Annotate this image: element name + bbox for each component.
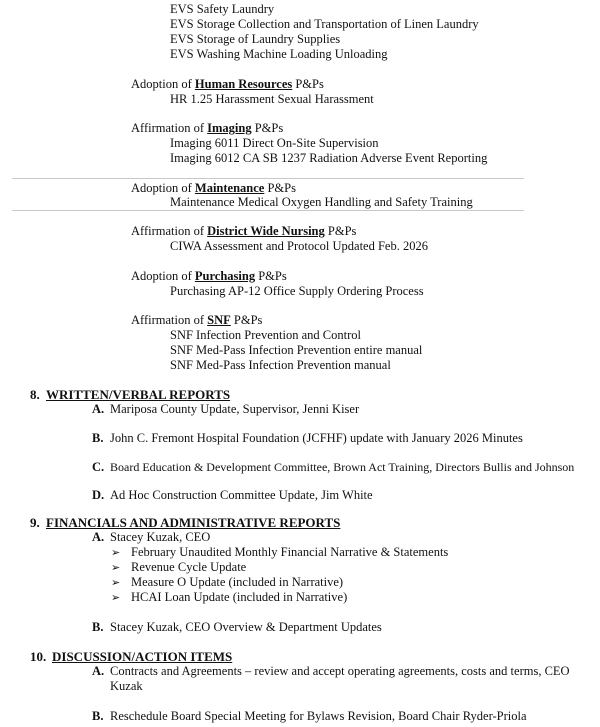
policy-group-heading: Adoption of Maintenance P&Ps xyxy=(131,181,296,195)
item-text: Stacey Kuzak, CEO xyxy=(110,530,211,544)
policy-item: SNF Med-Pass Infection Prevention manual xyxy=(170,358,391,372)
item-text: John C. Fremont Hospital Foundation (JCFHF) update with January 2026 Minutes xyxy=(110,431,523,445)
item-letter: A. xyxy=(92,664,105,678)
policy-item: EVS Storage of Laundry Supplies xyxy=(170,32,341,46)
item-letter: A. xyxy=(92,530,105,544)
divider-line xyxy=(12,210,524,211)
arrow-bullet-icon: ➢ xyxy=(111,547,121,559)
department-name: Imaging xyxy=(207,121,252,135)
department-name: District Wide Nursing xyxy=(207,224,325,238)
divider-line xyxy=(12,178,524,179)
section-heading: 10. DISCUSSION/ACTION ITEMS xyxy=(30,649,233,664)
item-text: Contracts and Agreements – review and accept operating agreements, costs and terms, CEO Kuzak xyxy=(110,664,570,693)
policy-item: Maintenance Medical Oxygen Handling and Safety Training xyxy=(170,195,473,209)
policy-group-heading: Affirmation of Imaging P&Ps xyxy=(131,121,284,135)
bullet-item: ➢ February Unaudited Monthly Financial Narrative & Statements xyxy=(111,545,449,559)
section-title: FINANCIALS AND ADMINISTRATIVE REPORTS xyxy=(46,515,341,530)
policy-group-heading: Affirmation of District Wide Nursing P&Ps xyxy=(131,224,357,238)
item-letter: B. xyxy=(92,709,104,723)
policy-group-heading: Adoption of Purchasing P&Ps xyxy=(131,269,287,283)
section-title: WRITTEN/VERBAL REPORTS xyxy=(46,387,231,402)
policy-item: EVS Storage Collection and Transportation of Linen Laundry xyxy=(170,17,479,31)
department-name: SNF xyxy=(207,313,231,327)
arrow-bullet-icon: ➢ xyxy=(111,592,121,604)
item-text: Reschedule Board Special Meeting for Bylaws Revision, Board Chair Ryder-Priola xyxy=(110,709,527,723)
policy-item: Imaging 6011 Direct On-Site Supervision xyxy=(170,136,379,150)
policy-item: HR 1.25 Harassment Sexual Harassment xyxy=(170,92,374,106)
section-heading: 8. WRITTEN/VERBAL REPORTS xyxy=(30,387,231,402)
policy-item: Imaging 6012 CA SB 1237 Radiation Adverse Event Reporting xyxy=(170,151,488,165)
department-name: Maintenance xyxy=(194,181,265,195)
item-letter: A. xyxy=(92,402,105,416)
item-letter: B. xyxy=(92,620,104,634)
policy-item: SNF Infection Prevention and Control xyxy=(170,328,361,342)
policy-item: SNF Med-Pass Infection Prevention entire manual xyxy=(170,343,423,357)
item-text: Mariposa County Update, Supervisor, Jenni Kiser xyxy=(110,402,360,416)
section-title: DISCUSSION/ACTION ITEMS xyxy=(52,649,233,664)
department-name: Purchasing xyxy=(194,269,256,283)
bullet-item: ➢ HCAI Loan Update (included in Narrative) xyxy=(111,590,348,604)
policy-item: Purchasing AP-12 Office Supply Ordering Process xyxy=(170,284,424,298)
item-letter: C. xyxy=(92,460,105,474)
bullet-item: ➢ Revenue Cycle Update xyxy=(111,560,247,574)
arrow-bullet-icon: ➢ xyxy=(111,562,121,574)
item-text: Ad Hoc Construction Committee Update, Jim White xyxy=(110,488,373,502)
item-text: Board Education & Development Committee, Brown Act Training, Directors Bullis and Johnson xyxy=(110,460,575,474)
policy-item: EVS Safety Laundry xyxy=(170,2,275,16)
policy-group-heading: Affirmation of SNF P&Ps xyxy=(131,313,263,327)
policy-item: EVS Washing Machine Loading Unloading xyxy=(170,47,388,61)
policy-item: CIWA Assessment and Protocol Updated Feb. 2026 xyxy=(170,239,428,253)
department-name: Human Resources xyxy=(194,77,293,91)
item-letter: B. xyxy=(92,431,104,445)
arrow-bullet-icon: ➢ xyxy=(111,577,121,589)
policy-group-heading: Adoption of Human Resources P&Ps xyxy=(131,77,324,91)
section-heading: 9. FINANCIALS AND ADMINISTRATIVE REPORTS xyxy=(30,515,341,530)
item-text: Stacey Kuzak, CEO Overview & Department Updates xyxy=(110,620,382,634)
item-letter: D. xyxy=(92,488,105,502)
bullet-item: ➢ Measure O Update (included in Narrative) xyxy=(111,575,344,589)
